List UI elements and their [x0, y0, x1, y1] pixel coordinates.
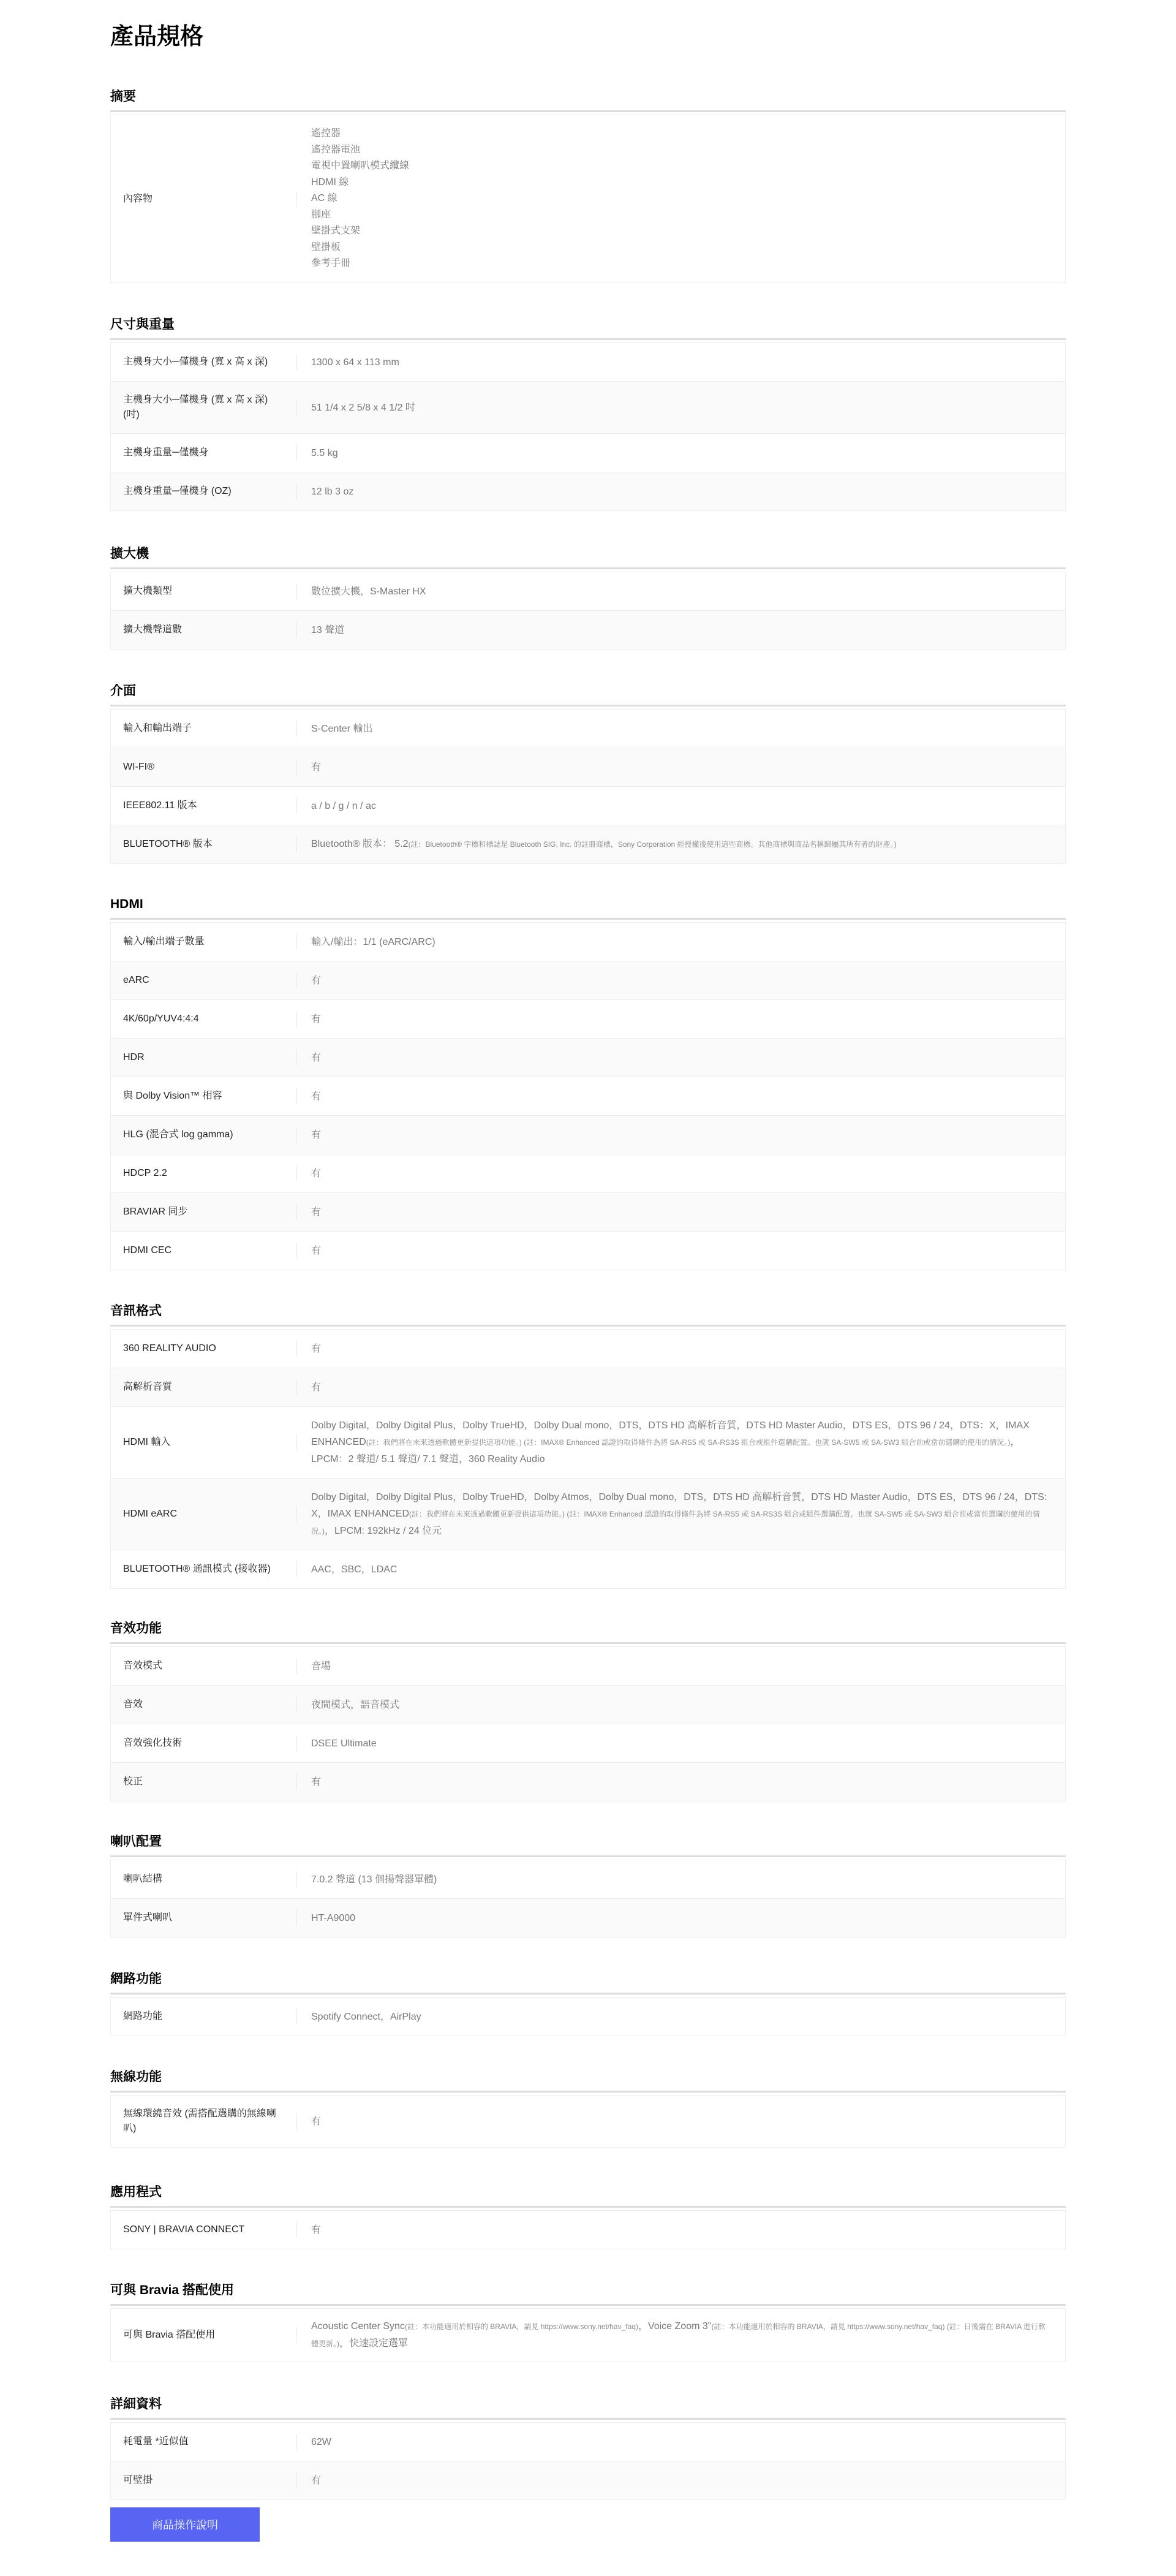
value-text: Dolby Digital，Dolby Digital Plus，Dolby TrueHD，Dolby Dual mono，DTS，DTS HD 高解析音質，DTS HD Master Audio，DTS ES，DTS 96 / 24，DTS：X，IMAX ENHANCED: [311, 1420, 1030, 1447]
spec-row: [111, 999, 1065, 1038]
spec-row: [111, 2422, 1065, 2461]
section-apps: [110, 2181, 1066, 2249]
spec-value: [296, 2318, 1065, 2352]
spec-value: 有: [311, 2116, 322, 2127]
spec-value: 有: [311, 1343, 322, 1354]
spec-value: 數位擴大機，S-Master HX: [311, 586, 426, 597]
spec-label: 高解析音質: [123, 1382, 173, 1392]
spec-row: [111, 1368, 1065, 1406]
spec-value: 有: [311, 762, 322, 773]
spec-row: [111, 610, 1065, 649]
list-item: HDMI 線: [311, 176, 349, 188]
spec-label: HDCP 2.2: [123, 1168, 167, 1178]
spec-label: HDMI eARC: [123, 1509, 178, 1519]
section-summary: [110, 86, 1066, 283]
spec-row: [111, 961, 1065, 999]
section-title: 介面: [110, 680, 1066, 707]
spec-label: 主機身大小─僅機身 (寬 x 高 x 深): [123, 357, 268, 367]
spec-value: 有: [311, 2224, 322, 2235]
spec-label: BLUETOOTH® 通訊模式 (接收器): [123, 1564, 271, 1574]
spec-label: 輸入和輸出端子: [123, 723, 192, 733]
spec-table: [110, 115, 1066, 283]
spec-row: [111, 343, 1065, 381]
spec-value: a / b / g / n / ac: [311, 800, 376, 811]
section-title: 擴大機: [110, 543, 1066, 569]
spec-table: [110, 572, 1066, 650]
spec-value: 1300 x 64 x 113 mm: [311, 357, 399, 368]
list-item: 壁掛板: [311, 241, 341, 252]
section-title: 喇叭配置: [110, 1831, 1066, 1857]
spec-label: 360 REALITY AUDIO: [123, 1343, 216, 1354]
section-title: 音訊格式: [110, 1300, 1066, 1327]
footnote: (註：Bluetooth® 字標和標誌是 Bluetooth SIG, Inc. 的註冊商標，Sony Corporation 經授權後使用這些商標。其他商標與商品名稱歸屬其所有者的財產。): [408, 840, 897, 849]
spec-label: 輸入/輸出端子數量: [123, 936, 205, 947]
spec-row: [111, 433, 1065, 472]
section-title: 網路功能: [110, 1968, 1066, 1995]
spec-label: 無線環繞音效 (需搭配選購的無線喇叭): [123, 2108, 276, 2134]
spec-row: [111, 472, 1065, 510]
section-title: 可與 Bravia 搭配使用: [110, 2279, 1066, 2306]
spec-value: 有: [311, 975, 322, 986]
value-text: Bluetooth® 版本： 5.2: [311, 839, 409, 849]
spec-row: [111, 1646, 1065, 1685]
spec-row: [111, 115, 1065, 282]
spec-value: 有: [311, 1207, 322, 1218]
list-item: AC 線: [311, 193, 337, 204]
spec-label: 可壁掛: [123, 2475, 153, 2485]
footnote: (註：我們將在未來透過軟體更新提供這項功能。) (註：IMAX® Enhanced 認證的取得條件為將 SA-RS5 或 SA-RS3S 組合或組件選購配置。也就 SA-SW5 或 SA-SW3 組合前或當前選購的使用的情況。): [366, 1438, 1011, 1447]
section-title: 詳細資料: [110, 2393, 1066, 2420]
spec-row: [111, 381, 1065, 433]
spec-table: [110, 343, 1066, 511]
spec-row: [111, 1192, 1065, 1231]
spec-row: [111, 1762, 1065, 1801]
spec-label: 單件式喇叭: [123, 1912, 173, 1923]
spec-table: [110, 2210, 1066, 2249]
spec-value: 5.5 kg: [311, 447, 338, 458]
spec-row: [111, 1038, 1065, 1077]
spec-row: [111, 1997, 1065, 2036]
section-title: 應用程式: [110, 2181, 1066, 2208]
spec-value: 有: [311, 1382, 322, 1393]
spec-row: [111, 2461, 1065, 2499]
value-text: Dolby Digital，Dolby Digital Plus，Dolby TrueHD，Dolby Atmos，Dolby Dual mono，DTS，DTS HD 高解析音質，DTS HD Master Audio，DTS ES，DTS 96 / 24，DTS: X，IMAX ENHANCED: [311, 1491, 1047, 1519]
section-sound-function: [110, 1618, 1066, 1801]
spec-label: 校正: [123, 1776, 143, 1787]
spec-row: [111, 1550, 1065, 1588]
footnote: (註：我們將在未來透過軟體更新提供這項功能。) (註：IMAX® Enhanced 認證的取得條件為將 SA-RS5 或 SA-RS3S 組合或組件選購配置。也就 SA-SW5 或 SA-SW3 組合前或當前選購的使用的情況。): [311, 1509, 1040, 1536]
section-audio-format: [110, 1300, 1066, 1589]
spec-table: [110, 709, 1066, 864]
footnote: (註：本功能適用於相容的 BRAVIA，請見 https://www.sony.net/hav_faq) (註：日後需在 BRAVIA 進行軟體更新。): [311, 2322, 1046, 2348]
spec-row: [111, 1406, 1065, 1478]
spec-label: 主機身重量─僅機身 (OZ): [123, 486, 232, 496]
spec-value: 13 聲道: [311, 624, 345, 635]
spec-label: 音效強化技術: [123, 1738, 183, 1748]
list-item: 腳座: [311, 209, 331, 220]
spec-label: 4K/60p/YUV4:4:4: [123, 1013, 199, 1024]
spec-label: HDMI 輸入: [123, 1437, 171, 1447]
spec-label: HDMI CEC: [123, 1245, 172, 1256]
list-item: 壁掛式支架: [311, 225, 361, 237]
spec-row: [111, 1478, 1065, 1550]
spec-value: 有: [311, 1129, 322, 1140]
footnote: (註：本功能適用於相容的 BRAVIA，請見 https://www.sony.net/hav_faq): [404, 2322, 638, 2331]
list-item: 參考手冊: [311, 258, 351, 269]
list-item: 遙控器電池: [311, 144, 361, 155]
section-hdmi: [110, 893, 1066, 1270]
spec-table: [110, 2095, 1066, 2148]
spec-row: [111, 786, 1065, 825]
section-bravia: [110, 2279, 1066, 2362]
spec-value: [296, 836, 1065, 853]
spec-row: [111, 1685, 1065, 1724]
value-text: ，LPCM: 192kHz / 24 位元: [325, 1525, 442, 1536]
value-text: ，Voice Zoom 3": [638, 2321, 712, 2332]
section-title: 摘要: [110, 86, 1066, 112]
section-speaker-config: [110, 1831, 1066, 1938]
spec-label: 可與 Bravia 搭配使用: [123, 2330, 216, 2340]
spec-label: 擴大機聲道數: [123, 624, 183, 635]
spec-value: 夜間模式，語音模式: [311, 1699, 400, 1710]
spec-row: [111, 1115, 1065, 1154]
spec-label: 喇叭結構: [123, 1874, 163, 1884]
spec-value: 有: [311, 1776, 322, 1787]
spec-value: AAC，SBC，LDAC: [311, 1564, 398, 1575]
spec-row: [111, 2308, 1065, 2362]
spec-row: [111, 748, 1065, 786]
section-interface: [110, 680, 1066, 864]
spec-label: 內容物: [123, 193, 153, 204]
spec-value: Spotify Connect，AirPlay: [311, 2011, 421, 2022]
spec-label: 主機身重量─僅機身: [123, 447, 209, 458]
spec-label: 音效: [123, 1699, 143, 1710]
section-wireless: [110, 2066, 1066, 2148]
spec-label: BLUETOOTH® 版本: [123, 839, 213, 849]
spec-value: 有: [311, 1091, 322, 1102]
spec-value: 輸入/輸出：1/1 (eARC/ARC): [311, 936, 435, 947]
spec-label: eARC: [123, 975, 149, 985]
value-text: ，LPCM：2 聲道/ 5.1 聲道/ 7.1 聲道，360 Reality Audio: [311, 1437, 1020, 1464]
section-title: HDMI: [110, 893, 1066, 920]
spec-label: 主機身大小─僅機身 (寬 x 高 x 深) (吋): [123, 395, 268, 420]
value-text: ，快速設定選單: [339, 2338, 409, 2349]
section-amplifier: [110, 543, 1066, 650]
spec-row: [111, 1231, 1065, 1270]
spec-row: [111, 2095, 1065, 2147]
spec-value: 51 1/4 x 2 5/8 x 4 1/2 吋: [311, 402, 415, 413]
spec-label: 網路功能: [123, 2011, 163, 2021]
spec-label: SONY | BRAVIA CONNECT: [123, 2224, 245, 2235]
spec-row: [111, 572, 1065, 610]
spec-row: [111, 825, 1065, 863]
section-details: [110, 2393, 1066, 2500]
spec-table: [110, 922, 1066, 1270]
spec-value: S-Center 輸出: [311, 723, 373, 734]
value-text: Acoustic Center Sync: [311, 2321, 405, 2332]
spec-row: [111, 1077, 1065, 1115]
section-title: 尺寸與重量: [110, 314, 1066, 340]
spec-table: [110, 1860, 1066, 1938]
spec-row: [111, 2210, 1065, 2249]
spec-value: 有: [311, 1013, 322, 1025]
contents-list: [296, 116, 1065, 282]
spec-table: [110, 1997, 1066, 2036]
spec-table: [110, 1329, 1066, 1589]
list-item: 遙控器: [311, 128, 341, 139]
spec-label: HLG (混合式 log gamma): [123, 1129, 233, 1140]
spec-row: [111, 922, 1065, 961]
spec-value: 有: [311, 1168, 322, 1179]
spec-label: HDR: [123, 1052, 145, 1063]
spec-label: 與 Dolby Vision™ 相容: [123, 1091, 222, 1101]
page-title: 產品規格: [110, 24, 204, 50]
product-manual-button[interactable]: 商品操作說明: [110, 2507, 260, 2542]
spec-label: WI-FI®: [123, 762, 154, 772]
spec-row: [111, 1860, 1065, 1898]
spec-table: [110, 2308, 1066, 2362]
spec-value: DSEE Ultimate: [311, 1738, 377, 1749]
spec-value: 有: [311, 1245, 322, 1256]
spec-label: 擴大機類型: [123, 586, 173, 596]
spec-row: [111, 709, 1065, 748]
spec-value: [296, 1489, 1065, 1540]
spec-value: HT-A9000: [311, 1912, 356, 1923]
spec-row: [111, 1724, 1065, 1762]
spec-row: [111, 1898, 1065, 1937]
spec-value: [296, 1417, 1065, 1468]
spec-value: 音場: [311, 1661, 331, 1672]
spec-label: IEEE802.11 版本: [123, 800, 197, 811]
spec-table: [110, 2422, 1066, 2500]
spec-value: 有: [311, 2475, 322, 2486]
spec-value: 12 lb 3 oz: [311, 486, 354, 497]
section-title: 無線功能: [110, 2066, 1066, 2093]
section-title: 音效功能: [110, 1618, 1066, 1644]
spec-label: 耗電量 *近似值: [123, 2436, 189, 2447]
spec-row: [111, 1154, 1065, 1192]
spec-label: 音效模式: [123, 1661, 163, 1671]
section-network: [110, 1968, 1066, 2036]
spec-table: [110, 1646, 1066, 1801]
list-item: 電視中置喇叭模式纜線: [311, 161, 410, 172]
spec-value: 有: [311, 1052, 322, 1063]
spec-value: 7.0.2 聲道 (13 個揚聲器單體): [311, 1874, 437, 1885]
spec-value: 62W: [311, 2436, 331, 2447]
spec-label: BRAVIAR 同步: [123, 1207, 188, 1217]
spec-row: [111, 1329, 1065, 1368]
section-size-weight: [110, 314, 1066, 511]
